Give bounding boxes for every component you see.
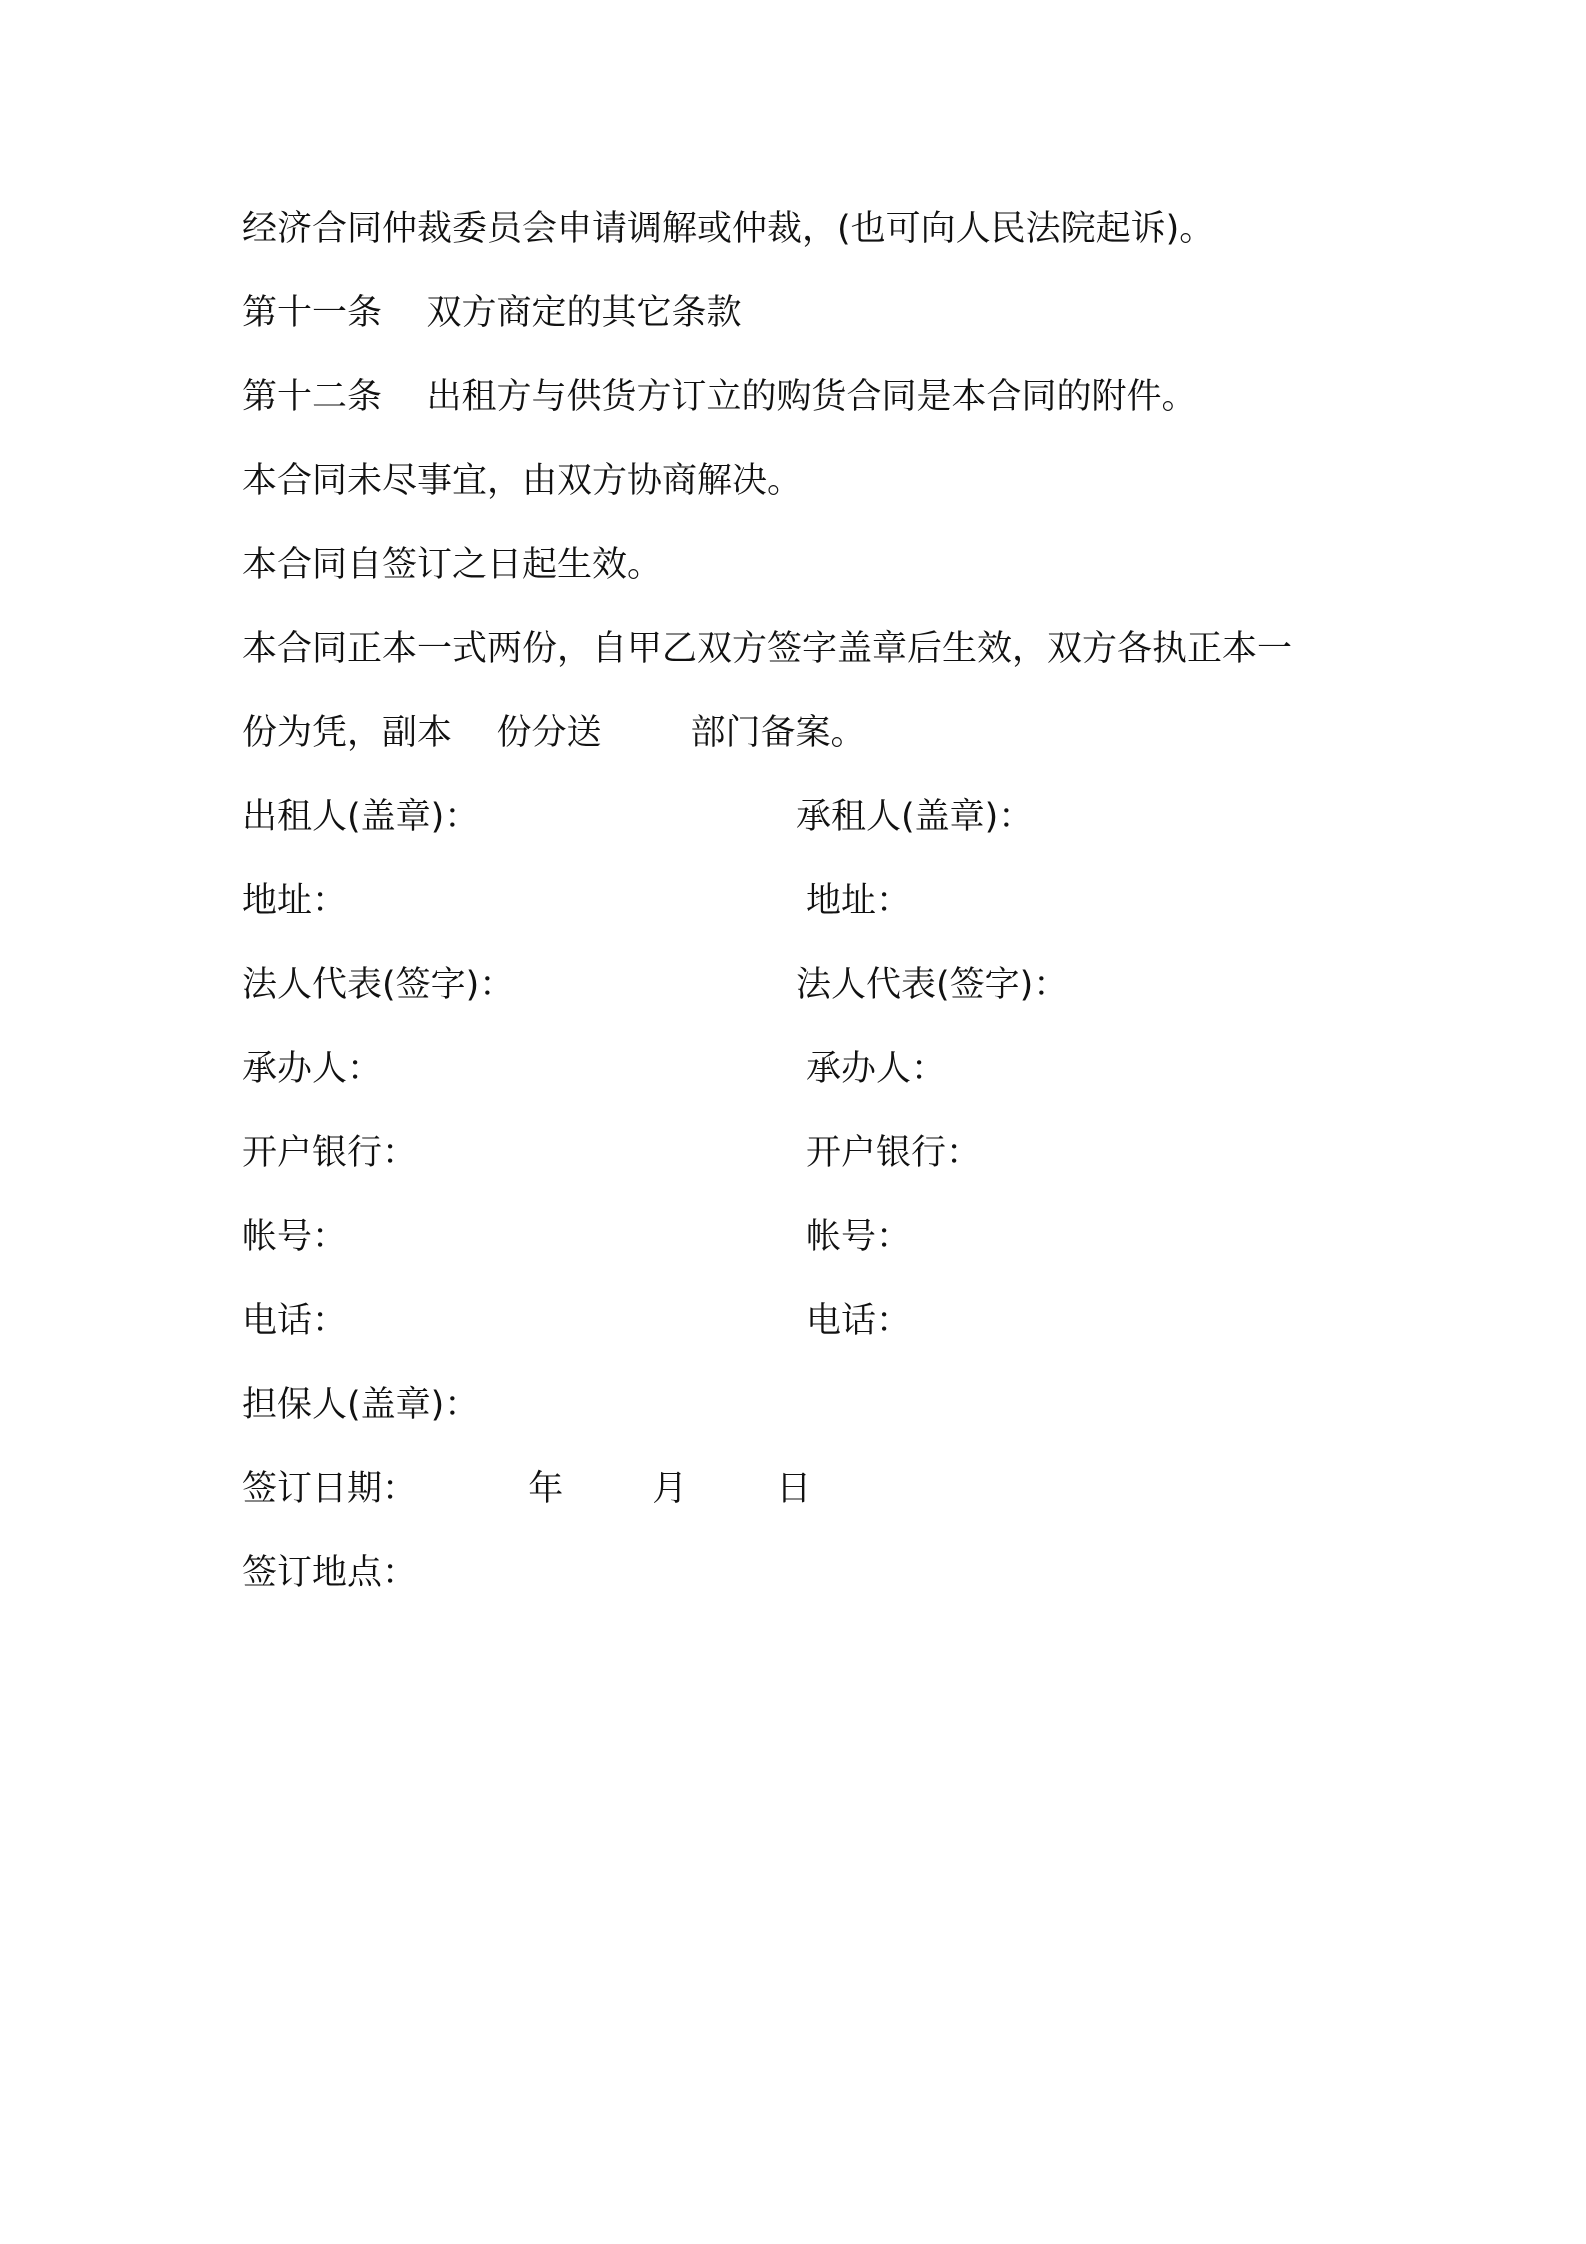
guarantor-seal-label: 担保人(盖章)： — [242, 1385, 480, 1425]
article-twelve: 第十二条 出租方与供货方订立的购货合同是本合同的附件。 — [242, 377, 1197, 417]
lessor-phone-label: 电话： — [242, 1301, 348, 1341]
lessor-seal-label: 出租人(盖章)： — [242, 797, 480, 837]
lessor-account-label: 帐号： — [242, 1217, 348, 1257]
lessee-account-label: 帐号： — [806, 1217, 912, 1257]
article-eleven: 第十一条 双方商定的其它条款 — [242, 293, 742, 333]
paragraph-arbitration: 经济合同仲裁委员会申请调解或仲裁，(也可向人民法院起诉)。 — [242, 209, 1215, 249]
lessee-handler-label: 承办人： — [806, 1049, 947, 1089]
lessee-legal-rep-label: 法人代表(签字)： — [796, 965, 1069, 1005]
lessor-address-label: 地址： — [242, 881, 348, 921]
lessor-bank-label: 开户银行： — [242, 1133, 418, 1173]
lessee-address-label: 地址： — [806, 881, 912, 921]
lessee-bank-label: 开户银行： — [806, 1133, 982, 1173]
lessee-seal-label: 承租人(盖章)： — [796, 797, 1034, 837]
paragraph-copies-line1: 本合同正本一式两份，自甲乙双方签字盖章后生效，双方各执正本一 — [242, 629, 1293, 669]
paragraph-effective-date: 本合同自签订之日起生效。 — [242, 545, 663, 585]
paragraph-copies-line2: 份为凭，副本 份分送 部门备案。 — [242, 713, 866, 753]
sign-place-label: 签订地点： — [242, 1553, 418, 1593]
lessor-handler-label: 承办人： — [242, 1049, 383, 1089]
lessor-legal-rep-label: 法人代表(签字)： — [242, 965, 515, 1005]
paragraph-unresolved-matters: 本合同未尽事宜，由双方协商解决。 — [242, 461, 803, 501]
sign-date-label: 签订日期： 年 月 日 — [242, 1469, 812, 1509]
lessee-phone-label: 电话： — [806, 1301, 912, 1341]
